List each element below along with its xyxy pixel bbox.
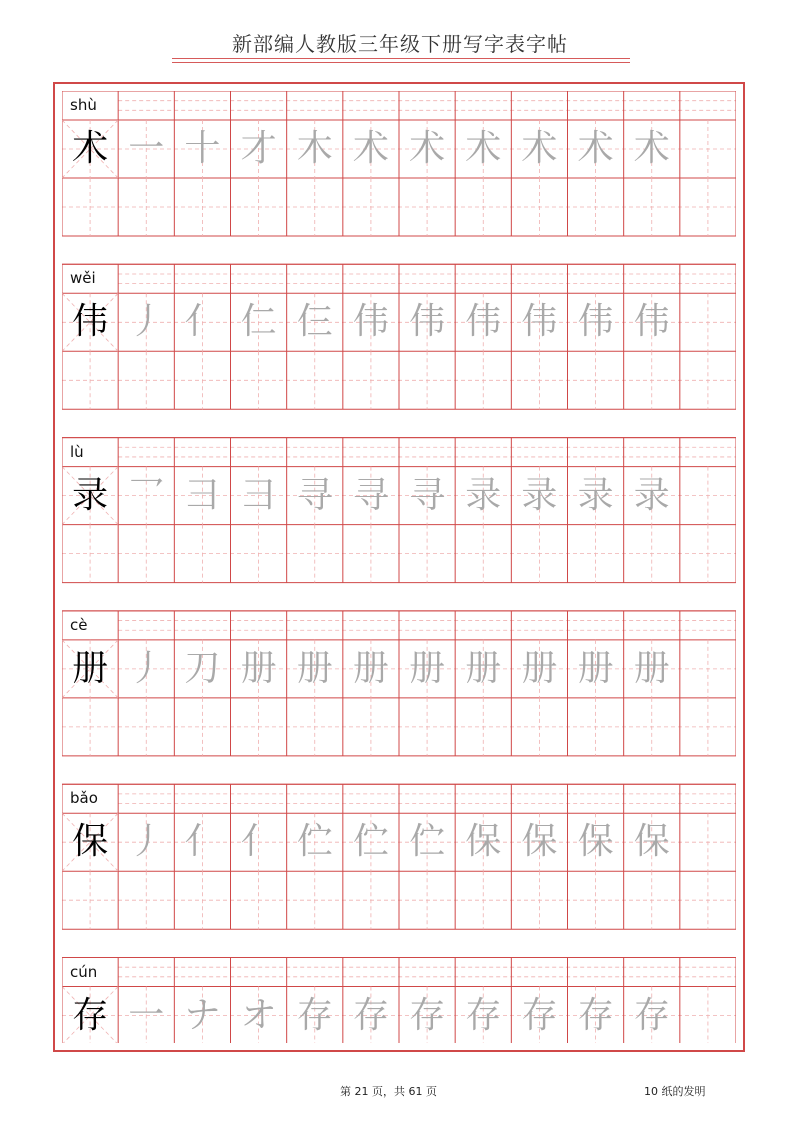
stroke-order-trace: 术 — [465, 128, 502, 169]
stroke-order-trace: 刀 — [184, 647, 221, 689]
stroke-order-trace: 册 — [521, 647, 558, 689]
practice-grid — [62, 91, 736, 1043]
stroke-order-trace: 录 — [633, 474, 670, 516]
stroke-order-trace: 伟 — [409, 301, 446, 343]
model-character: 录 — [72, 474, 109, 516]
stroke-order-trace: 存 — [577, 994, 614, 1036]
pinyin-label: cè — [70, 615, 88, 634]
grid-lines — [62, 91, 736, 1043]
stroke-order-trace: 存 — [296, 994, 333, 1036]
stroke-order-trace: 录 — [577, 474, 614, 516]
model-character: 保 — [72, 821, 109, 863]
stroke-order-trace: 册 — [409, 647, 446, 689]
stroke-order-trace: ナ — [184, 994, 221, 1036]
stroke-order-trace: 伟 — [633, 301, 670, 343]
title-rule-bottom — [172, 62, 630, 63]
model-character: 册 — [72, 647, 109, 689]
footer-lesson: 10 纸的发明 — [644, 1085, 706, 1098]
stroke-order-trace: 一 — [128, 128, 165, 169]
stroke-order-trace: 册 — [352, 647, 389, 689]
stroke-order-trace: 仁 — [240, 301, 277, 343]
stroke-order-trace: 保 — [577, 821, 614, 863]
model-character: 伟 — [72, 301, 109, 343]
stroke-order-trace: 存 — [465, 994, 502, 1036]
stroke-order-trace: 伫 — [409, 821, 446, 863]
stroke-order-trace: 术 — [633, 128, 670, 169]
title-rule-top — [172, 58, 630, 59]
model-character: 存 — [72, 994, 109, 1036]
stroke-order-trace: 丿 — [128, 647, 165, 689]
footer-page-info: 第 21 页，共 61 页 — [340, 1085, 437, 1098]
stroke-order-trace: 术 — [352, 128, 389, 169]
page-title: 新部编人教版三年级下册写字表字帖 — [232, 32, 568, 56]
stroke-order-trace: 彐 — [240, 474, 277, 516]
stroke-order-trace: 寻 — [296, 474, 333, 516]
stroke-order-trace: 伟 — [577, 301, 614, 343]
pinyin-label: cún — [70, 962, 98, 981]
stroke-order-trace: 木 — [296, 128, 333, 169]
stroke-order-trace: 册 — [240, 647, 277, 689]
stroke-order-trace: 伟 — [521, 301, 558, 343]
stroke-order-trace: 术 — [409, 128, 446, 169]
stroke-order-trace: 册 — [296, 647, 333, 689]
stroke-order-trace: 伟 — [352, 301, 389, 343]
stroke-order-trace: 才 — [240, 128, 277, 169]
stroke-order-trace: 保 — [465, 821, 502, 863]
stroke-order-trace: 亻 — [184, 821, 221, 863]
stroke-order-trace: 保 — [633, 821, 670, 863]
stroke-order-trace: 亻 — [184, 301, 221, 343]
stroke-order-trace: 伟 — [465, 301, 502, 343]
stroke-order-trace: 一 — [128, 994, 165, 1036]
stroke-order-trace: 寻 — [409, 474, 446, 516]
stroke-order-trace: オ — [240, 994, 277, 1036]
stroke-order-trace: 彐 — [184, 474, 221, 516]
stroke-order-trace: 存 — [352, 994, 389, 1036]
stroke-order-trace: 存 — [521, 994, 558, 1036]
stroke-order-trace: 丿 — [128, 821, 165, 863]
stroke-order-trace: 存 — [409, 994, 446, 1036]
pinyin-label: wěi — [70, 269, 96, 288]
stroke-order-trace: 录 — [465, 474, 502, 516]
stroke-order-trace: 术 — [521, 128, 558, 169]
pinyin-label: lù — [70, 442, 84, 461]
stroke-order-trace: 保 — [521, 821, 558, 863]
stroke-order-trace: 册 — [633, 647, 670, 689]
pinyin-label: shù — [70, 96, 97, 114]
stroke-order-trace: 仨 — [296, 301, 333, 343]
stroke-order-trace: 丿 — [128, 301, 165, 343]
stroke-order-trace: 录 — [521, 474, 558, 516]
stroke-order-trace: 寻 — [352, 474, 389, 516]
stroke-order-trace: 册 — [465, 647, 502, 689]
pinyin-label: bǎo — [70, 789, 98, 808]
model-character: 术 — [72, 128, 109, 169]
stroke-order-trace: 册 — [577, 647, 614, 689]
stroke-order-trace: 伫 — [352, 821, 389, 863]
stroke-order-trace: 存 — [633, 994, 670, 1036]
stroke-order-trace: 乛 — [128, 474, 165, 516]
stroke-order-trace: 术 — [577, 128, 614, 169]
stroke-order-trace: 亻 — [240, 821, 277, 863]
stroke-order-trace: 伫 — [296, 821, 333, 863]
stroke-order-trace: 十 — [184, 128, 221, 169]
